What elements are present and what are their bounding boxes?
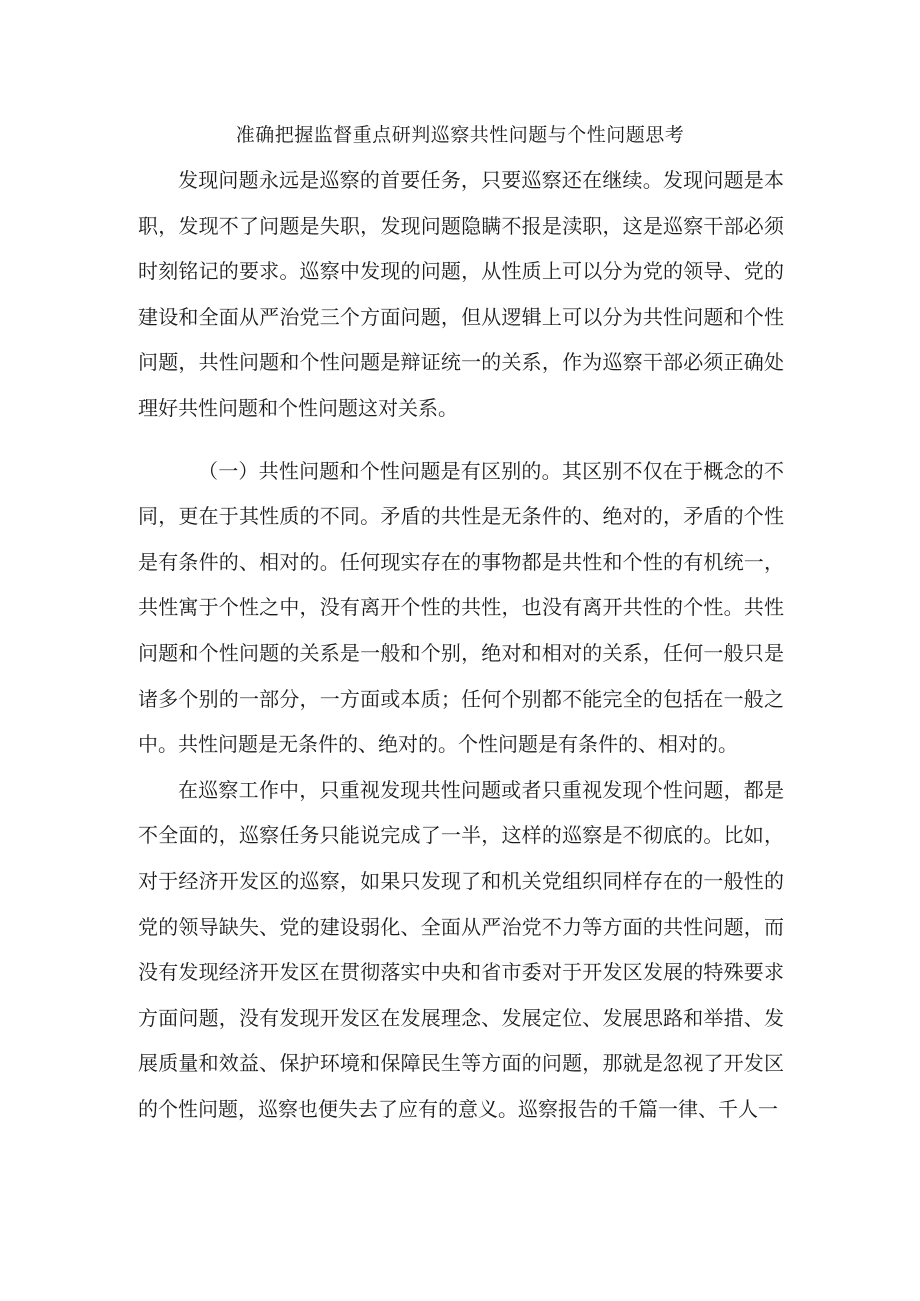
document-body (138, 158, 784, 1132)
document-title: 准确把握监督重点研判巡察共性问题与个性问题思考 (235, 124, 685, 146)
paragraph-section-one: （一）共性问题和个性问题是有区别的。其区别不仅在于概念的不同，更在于其性质的不同。矛盾的共性是无条件的、绝对的，矛盾的个性是有条件的、相对的。任何现实存在的事物都是共性和个性的有机统一，共性寓于个性之中，没有离开个性的共性，也没有离开共性的个性。共性问题和个性问题的关系是一般和个别，绝对和相对的关系，任何一般只是诸多个别的一部分，一方面或本质；任何个别都不能完全的包括在一般之中。共性问题是无条件的、绝对的。个性问题是有条件的、相对的。 (138, 458, 784, 757)
paragraph-intro: 发现问题永远是巡察的首要任务，只要巡察还在继续。发现问题是本职，发现不了问题是失职，发现问题隐瞒不报是渎职，这是巡察干部必须时刻铭记的要求。巡察中发现的问题，从性质上可以分为党的领导、党的建设和全面从严治党三个方面问题，但从逻辑上可以分为共性问题和个性问题，共性问题和个性问题是辩证统一的关系，作为巡察干部必须正确处理好共性问题和个性问题这对关系。 (138, 168, 784, 420)
paragraph-inspection-work: 在巡察工作中，只重视发现共性问题或者只重视发现个性问题，都是不全面的，巡察任务只能说完成了一半，这样的巡察是不彻底的。比如，对于经济开发区的巡察，如果只发现了和机关党组织同样存在的一般性的党的领导缺失、党的建设弱化、全面从严治党不力等方面的共性问题，而没有发现经济开发区在贯彻落实中央和省市委对于开发区发展的特殊要求方面问题，没有发现开发区在发展理念、发展定位、发展思路和举措、发展质量和效益、保护环境和保障民生等方面的问题，那就是忽视了开发区的个性问题，巡察也便失去了应有的意义。巡察报告的千篇一律、千人一 (138, 777, 784, 1121)
